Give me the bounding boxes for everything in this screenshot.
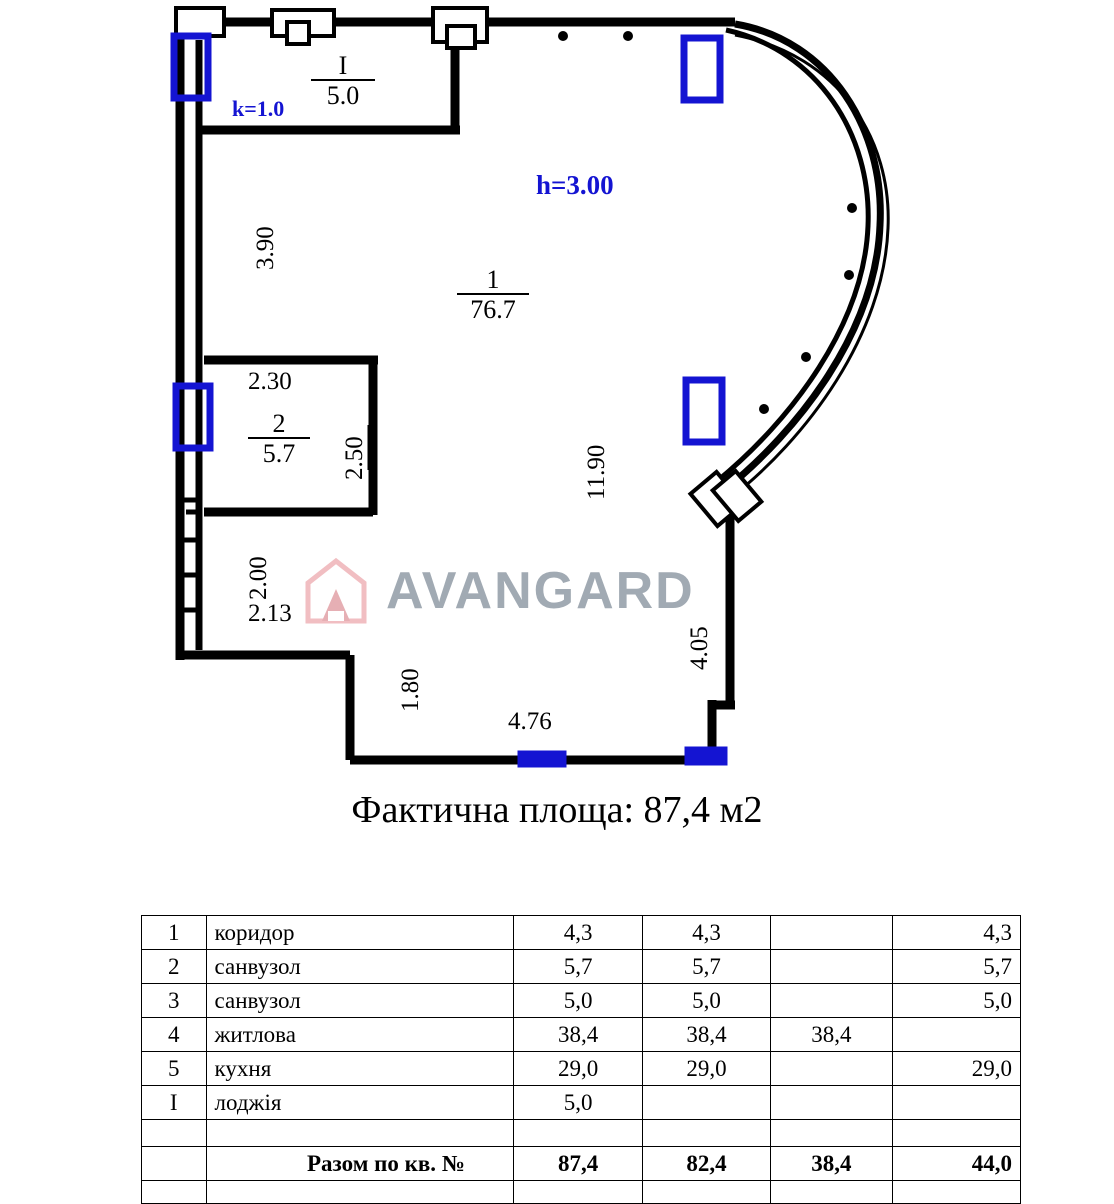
table-row [142,984,1021,1018]
row-value-4 [892,1120,1020,1147]
dimension-bath-right: 2.50 [341,436,368,480]
room-label-loggia [311,52,375,110]
row-value-2 [642,1086,770,1120]
row-value-1: 4,3 [514,916,642,950]
row-name: кухня [206,1052,514,1086]
room-label-main [457,266,529,324]
tail-cell [142,1181,207,1204]
dimension-bottom: 4.76 [508,708,552,735]
dimension-right-vert: 11.90 [583,444,610,500]
table-row-blank [142,1120,1021,1147]
watermark-text: AVANGARD [386,562,695,620]
row-number: 2 [142,950,207,984]
row-name: санвузол [206,984,514,1018]
tail-cell [771,1181,892,1204]
total-area-caption: Фактична площа: 87,4 м2 [351,789,763,831]
room-number-bath: 2 [272,409,286,438]
row-value-2: 5,7 [642,950,770,984]
row-value-4: 5,7 [892,950,1020,984]
row-value-3 [771,1120,892,1147]
row-value-4: 4,3 [892,916,1020,950]
dimension-right-lower: 4.05 [686,626,713,670]
room-area-bath: 5.7 [248,437,310,467]
row-value-1: 5,7 [514,950,642,984]
row-name: житлова [206,1018,514,1052]
tail-cell [206,1181,514,1204]
total-number [142,1147,207,1181]
row-value-4: 29,0 [892,1052,1020,1086]
row-name: санвузол [206,950,514,984]
row-number: 1 [142,916,207,950]
area-table [141,915,1021,1204]
table-row [142,950,1021,984]
tail-cell [514,1181,642,1204]
row-value-3 [771,916,892,950]
row-value-2: 5,0 [642,984,770,1018]
table-row [142,1086,1021,1120]
area-table-body [142,916,1021,1204]
row-value-3 [771,984,892,1018]
total-label: Разом по кв. № [206,1147,514,1181]
room-number-main: 1 [486,265,500,294]
row-value-1: 38,4 [514,1018,642,1052]
dimension-bath-top: 2.30 [248,368,292,395]
room-area-loggia: 5.0 [311,79,375,109]
row-number [142,1120,207,1147]
row-value-3 [771,950,892,984]
row-name: лоджія [206,1086,514,1120]
row-value-4 [892,1086,1020,1120]
tail-cell [642,1181,770,1204]
row-name [206,1120,514,1147]
table-row-tail [142,1181,1021,1204]
row-value-2 [642,1120,770,1147]
dimension-left-upper: 3.90 [252,226,279,270]
table-row [142,1018,1021,1052]
total-value-2: 82,4 [642,1147,770,1181]
row-value-3 [771,1086,892,1120]
row-value-4: 5,0 [892,984,1020,1018]
room-number-loggia: I [338,51,348,80]
table-row [142,916,1021,950]
row-value-1 [514,1120,642,1147]
row-value-4 [892,1018,1020,1052]
row-value-2: 4,3 [642,916,770,950]
ceiling-height-note: h=3.00 [536,170,614,200]
row-value-1: 5,0 [514,1086,642,1120]
row-value-1: 5,0 [514,984,642,1018]
total-value-4: 44,0 [892,1147,1020,1181]
total-value-3: 38,4 [771,1147,892,1181]
row-value-3: 38,4 [771,1018,892,1052]
table-row [142,1052,1021,1086]
row-number: 3 [142,984,207,1018]
room-area-main: 76.7 [457,293,529,323]
area-table-container [141,915,1021,1204]
row-value-3 [771,1052,892,1086]
table-row-total [142,1147,1021,1181]
dimension-corridor-horiz: 2.13 [248,600,292,627]
row-value-1: 29,0 [514,1052,642,1086]
row-value-2: 38,4 [642,1018,770,1052]
row-name: коридор [206,916,514,950]
total-value-1: 87,4 [514,1147,642,1181]
row-number: 5 [142,1052,207,1086]
dimension-corridor-vert: 2.00 [245,556,272,600]
row-value-2: 29,0 [642,1052,770,1086]
balcony-coefficient-note: k=1.0 [232,96,285,121]
row-number: I [142,1086,207,1120]
row-number: 4 [142,1018,207,1052]
dimension-lower-left-vert: 1.80 [397,668,424,712]
tail-cell [892,1181,1020,1204]
room-label-bath [248,410,310,468]
